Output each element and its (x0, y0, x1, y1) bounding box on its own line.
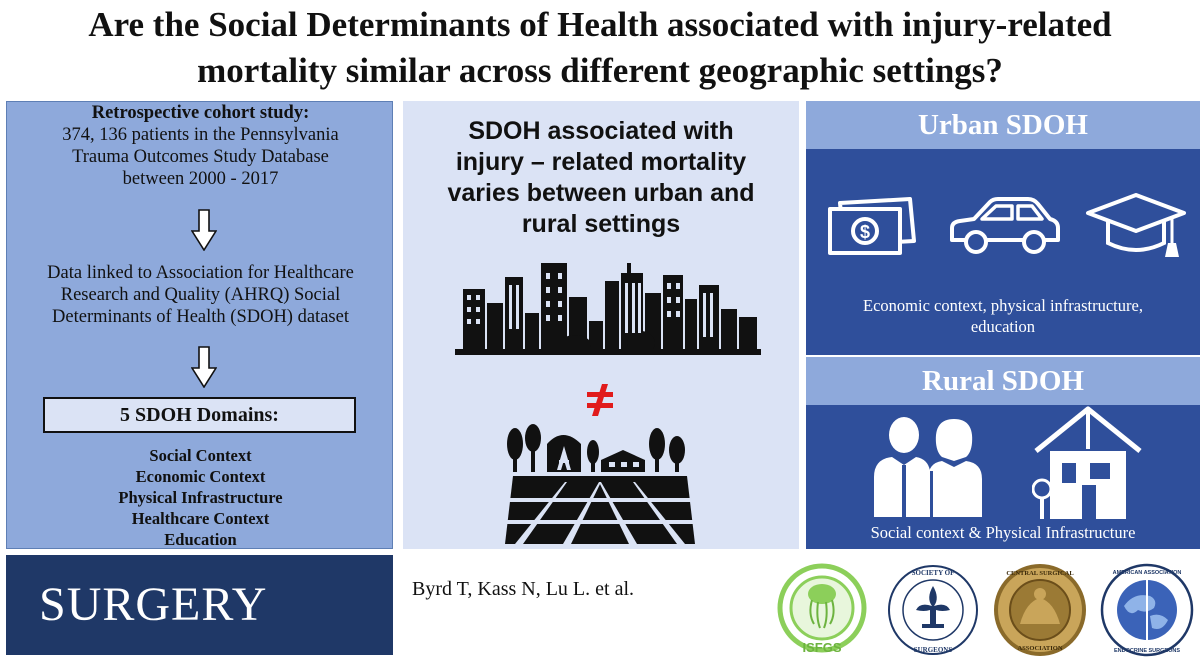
car-icon (946, 194, 1064, 256)
domain-item: Healthcare Context (131, 509, 270, 528)
headline-line: SDOH associated with (468, 117, 734, 145)
study-heading: Retrospective cohort study: (91, 103, 310, 123)
svg-text:SURGEONS: SURGEONS (913, 646, 953, 654)
finding-headline (403, 116, 799, 240)
central-surgical-association-logo (990, 562, 1090, 658)
svg-text:CENTRAL SURGICAL: CENTRAL SURGICAL (1006, 570, 1074, 577)
people-icon (870, 413, 986, 517)
city-skyline-icon (455, 259, 761, 355)
money-icon (826, 197, 918, 257)
not-equal-icon (585, 383, 615, 417)
svg-text:SOCIETY OF: SOCIETY OF (911, 569, 955, 577)
isfgs-label: ISFGS (802, 640, 842, 655)
study-design-panel (6, 101, 393, 549)
american-association-of-endocrine-surgeons-logo (1098, 562, 1196, 658)
svg-text:$: $ (859, 222, 871, 242)
domain-item: Physical Infrastructure (118, 488, 283, 507)
domain-item: Social Context (149, 446, 252, 465)
title-line-1: Are the Social Determinants of Health associated with injury-related (88, 5, 1112, 44)
study-line: Trauma Outcomes Study Database (72, 147, 329, 167)
svg-text:ENDOCRINE SURGEONS: ENDOCRINE SURGEONS (1113, 648, 1181, 654)
authors: Byrd T, Kass N, Lu L. et al. (412, 578, 635, 600)
domain-item: Economic Context (135, 467, 266, 486)
graduation-cap-icon (1084, 191, 1188, 263)
rural-farm-icon (505, 424, 695, 546)
headline-line: varies between urban and (447, 179, 755, 207)
urban-rural-panel (806, 101, 1200, 549)
study-line: 374, 136 patients in the Pennsylvania (62, 125, 339, 145)
isfgs-logo (772, 562, 872, 658)
urban-body (806, 149, 1200, 355)
title-line-2: mortality similar across different geographic settings? (197, 51, 1003, 90)
linked-line: Research and Quality (AHRQ) Social (60, 285, 341, 305)
domains-title-box: 5 SDOH Domains: (43, 397, 356, 433)
urban-caption-line: education (970, 317, 1036, 336)
study-line: between 2000 - 2017 (122, 169, 279, 189)
finding-panel (403, 101, 799, 549)
linked-line: Determinants of Health (SDOH) dataset (52, 307, 349, 327)
rural-body (806, 405, 1200, 549)
svg-text:ASSOCIATION: ASSOCIATION (1017, 645, 1063, 652)
infographic-title (0, 2, 1200, 94)
headline-line: rural settings (521, 210, 681, 238)
down-arrow-icon (191, 209, 217, 251)
urban-header: Urban SDOH (806, 101, 1200, 149)
headline-line: injury – related mortality (455, 148, 747, 176)
rural-caption: Social context & Physical Infrastructure (870, 523, 1136, 542)
journal-logo: SURGERY (6, 555, 393, 655)
urban-caption-line: Economic context, physical infrastructure, (863, 296, 1143, 315)
linked-line: Data linked to Association for Healthcare (47, 263, 354, 283)
svg-text:AMERICAN ASSOCIATION: AMERICAN ASSOCIATION (1112, 570, 1182, 576)
society-of-surgeons-logo (884, 562, 982, 658)
rural-header: Rural SDOH (806, 357, 1200, 405)
house-icon (1032, 405, 1144, 521)
down-arrow-icon (191, 346, 217, 388)
domain-item: Education (164, 530, 237, 549)
